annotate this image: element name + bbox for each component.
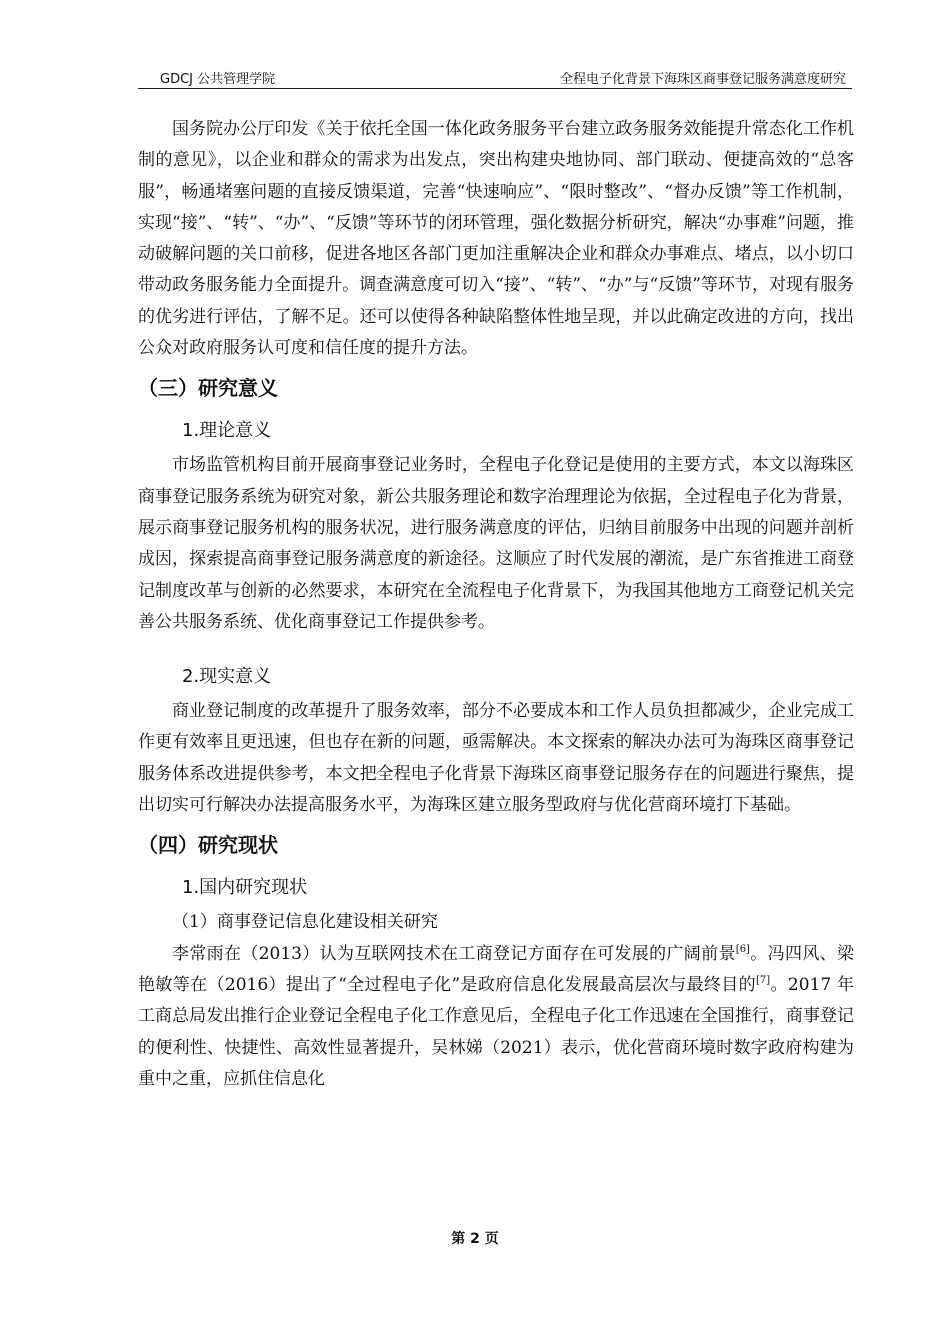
heading-research-status: （四）研究现状 <box>138 833 278 858</box>
paragraph-practical: 商业登记制度的改革提升了服务效率，部分不必要成本和工作人员负担都减少，企业完成工作更有效率且更迅速，但也存在新的问题，亟需解决。本文探索的解决办法可为海珠区商事登记服务体系改进提供参考，本文把全程电子化背景下海珠区商事登记服务存在的问题进行聚焦，提出切实可行解决办法提高服务水平，为海珠区建立服务型政府与优化营商环境打下基础。 <box>138 701 854 816</box>
literature-text-1: 李常雨在（2013）认为互联网技术在工商登记方面存在可发展的广阔前景 <box>172 943 736 964</box>
page-body <box>138 114 854 1095</box>
page-number: 第 2 页 <box>451 1231 499 1247</box>
heading-domestic-status: 1.国内研究现状 <box>182 877 308 899</box>
heading-research-significance: （三）研究意义 <box>138 376 278 401</box>
heading-practical-significance: 2.现实意义 <box>182 666 272 688</box>
paragraph-theoretical: 市场监管机构目前开展商事登记业务时，全程电子化登记是使用的主要方式，本文以海珠区商事登记服务系统为研究对象，新公共服务理论和数字治理理论为依据，全过程电子化为背景，展示商事登记服务机构的服务状况，进行服务满意度的评估，归纳目前服务中出现的问题并剖析成因，探索提高商事登记服务满意度的新途径。这顺应了时代发展的潮流，是广东省推进工商登记制度改革与创新的必然要求，本研究在全流程电子化背景下，为我国其他地方工商登记机关完善公共服务系统、优化商事登记工作提供参考。 <box>138 455 854 632</box>
subheading-informatization: （1）商事登记信息化建设相关研究 <box>172 912 438 933</box>
citation-6: [6] <box>735 943 750 955</box>
citation-7: [7] <box>756 974 771 986</box>
paragraph-literature <box>138 939 854 1095</box>
header-school: GDCJ 公共管理学院 <box>160 72 276 87</box>
literature-text-2: 。冯四风、梁艳敏等在（2016）提出了“全过程电子化”是政府信息化发展最高层次与最终目的 <box>138 943 855 995</box>
literature-text-3: 。2017 年工商总局发出推行企业登记全程电子化工作意见后，全程电子化工作迅速在全国推行，商事登记的便利性、快捷性、高效性显著提升，吴林娣（2021）表示，优化营商环境时数字政府构建为重中之重，应抓住信息化 <box>138 974 854 1089</box>
page-header <box>138 66 852 89</box>
paragraph-policy: 国务院办公厅印发《关于依托全国一体化政务服务平台建立政务服务效能提升常态化工作机制的意见》，以企业和群众的需求为出发点，突出构建央地协同、部门联动、便捷高效的“总客服”，畅通堵塞问题的直接反馈渠道，完善“快速响应”、“限时整改”、“督办反馈”等工作机制，实现“接”、“转”、“办”、“反馈”等环节的闭环管理，强化数据分析研究，解决“办事难”问题，推动破解问题的关口前移，促进各地区各部门更加注重解决企业和群众办事难点、堵点，以小切口带动政务服务能力全面提升。调查满意度可切入“接”、“转”、“办”与“反馈”等环节，对现有服务的优劣进行评估，了解不足。还可以使得各种缺陷整体性地呈现，并以此确定改进的方向，找出公众对政府服务认可度和信任度的提升方法。 <box>138 119 854 359</box>
heading-theoretical-significance: 1.理论意义 <box>182 420 272 442</box>
header-paper-title: 全程电子化背景下海珠区商事登记服务满意度研究 <box>559 72 846 87</box>
